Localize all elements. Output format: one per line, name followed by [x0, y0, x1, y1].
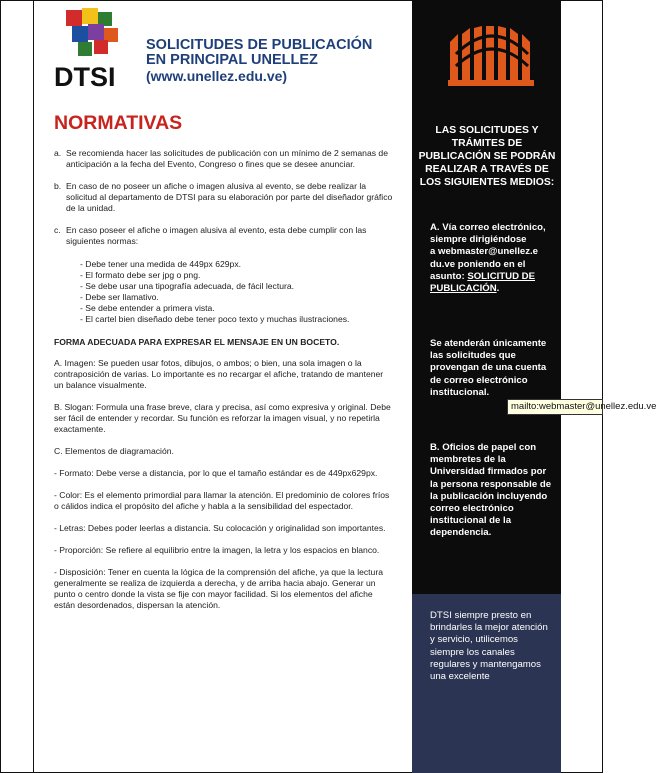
- paragraph: C. Elementos de diagramación.: [54, 446, 174, 456]
- unellez-logo-icon: [446, 24, 538, 90]
- option-a: [430, 222, 556, 295]
- item-letter: c.: [54, 225, 61, 235]
- list-item: - Debe ser llamativo.: [80, 292, 159, 302]
- subheading: FORMA ADECUADA PARA EXPRESAR EL MENSAJE EN UN BOCETO.: [54, 337, 340, 347]
- norm-item: [54, 181, 394, 214]
- paragraph: A. Imagen: Se pueden usar fotos, dibujos, o ambos; o bien, una sola imagen o la contraposición de varias. Lo importante es no recargar el afiche, tratando de mantener un balance visualmente.: [54, 358, 384, 390]
- list-item: - Se debe usar una tipografía adecuada, de fácil lectura.: [80, 281, 295, 291]
- item-text: En caso de no poseer un afiche o imagen alusiva al evento, se debe realizar la solicitud al departamento de DTSI para su elaboración por parte del diseñador gráfico de la unidad.: [66, 181, 393, 213]
- paragraph: - Proporción: Se refiere al equilibrio entre la imagen, la letra y los espacios en blanco.: [54, 545, 380, 555]
- item-text: En caso poseer el afiche o imagen alusiva al evento, esta debe cumplir con las siguientes normas:: [66, 225, 367, 246]
- dtsi-logo: [52, 6, 138, 92]
- option-a-end: .: [496, 283, 500, 295]
- norm-item: [54, 148, 394, 170]
- paragraph: - Color: Es el elemento primordial para llamar la atención. El predominio de colores fríos o cálidos indica el propósito del afiche y habla a la sensibilidad del espectador.: [54, 490, 390, 511]
- closing-text: DTSI siempre presto en brindarles la mejor atención y servicio, utilicemos siempre los canales regulares y mantengamos una excelente: [430, 610, 548, 683]
- paragraph: - Disposición: Tener en cuenta la lógica de la comprensión del afiche, ya que la lectura generalmente se realiza de izquierda a derecha, y de arriba hacia abajo. Generar un punto o centro donde la vista se fije con mayor facilidad. Si los elementos del afiche están desordenados, dispersan la atención.: [54, 567, 383, 610]
- section-title: NORMATIVAS: [54, 112, 183, 134]
- paragraph: B. Slogan: Formula una frase breve, clara y precisa, así como expresiva y original. Debe ser fácil de entender y recordar. Su función es reforzar la imagen visual, y no repetirla exactamente.: [54, 402, 391, 434]
- list-item: - Debe tener una medida de 449px 629px.: [80, 259, 242, 269]
- item-letter: a.: [54, 148, 62, 158]
- list-item: - El formato debe ser jpg o png.: [80, 270, 201, 280]
- header-url: (www.unellez.edu.ve): [146, 68, 288, 84]
- link-tooltip: mailto:webmaster@unellez.edu.ve: [507, 399, 603, 415]
- webmaster-email-link[interactable]: a webmaster@unellez.e du.ve: [430, 246, 538, 270]
- item-letter: b.: [54, 181, 62, 191]
- list-item: - El cartel bien diseñado debe tener poco texto y muchas ilustraciones.: [80, 314, 350, 324]
- main-body: [54, 148, 394, 622]
- sidebar-heading: LAS SOLICITUDES Y TRÁMITES DE PUBLICACIÓN SE PODRÁN REALIZAR A TRAVÉS DE LOS SIGUIENTES MEDIOS:: [418, 125, 556, 188]
- option-a-mid: poniendo en el asunto:: [430, 258, 526, 282]
- option-a-intro: A. Vía correo electrónico, siempre dirigiéndose: [430, 222, 546, 246]
- list-item: - Se debe entender a primera vista.: [80, 303, 215, 313]
- paragraph: - Formato: Debe verse a distancia, por lo que el tamaño estándar es de 449px629px.: [54, 468, 378, 478]
- paragraph: - Letras: Debes poder leerlas a distancia. Su colocación y originalidad son importantes.: [54, 523, 386, 533]
- norms-list: [80, 259, 394, 325]
- option-b: B. Oficios de papel con membretes de la Universidad firmados por la persona responsable de la publicación incluyendo correo electrónico institucional de la dependencia.: [430, 442, 552, 539]
- email-subject: SOLICITUD DE PUBLICACIÓN: [430, 270, 536, 295]
- norm-item: [54, 225, 394, 325]
- margin-rule: [33, 0, 34, 773]
- item-text: Se recomienda hacer las solicitudes de publicación con un mínimo de 2 semanas de anticipación a la fecha del Evento, Congreso o fines que se desee anunciar.: [66, 148, 388, 169]
- header-title-line2: EN PRINCIPAL UNELLEZ: [146, 52, 318, 68]
- page-header: [146, 38, 396, 85]
- institutional-note: Se atenderán únicamente las solicitudes que provengan de una cuenta de correo electrónico institucional.: [430, 338, 547, 398]
- logo-cubes-icon: [66, 8, 118, 56]
- header-title-line1: SOLICITUDES DE PUBLICACIÓN: [146, 37, 373, 53]
- logo-text: DTSI: [54, 62, 116, 92]
